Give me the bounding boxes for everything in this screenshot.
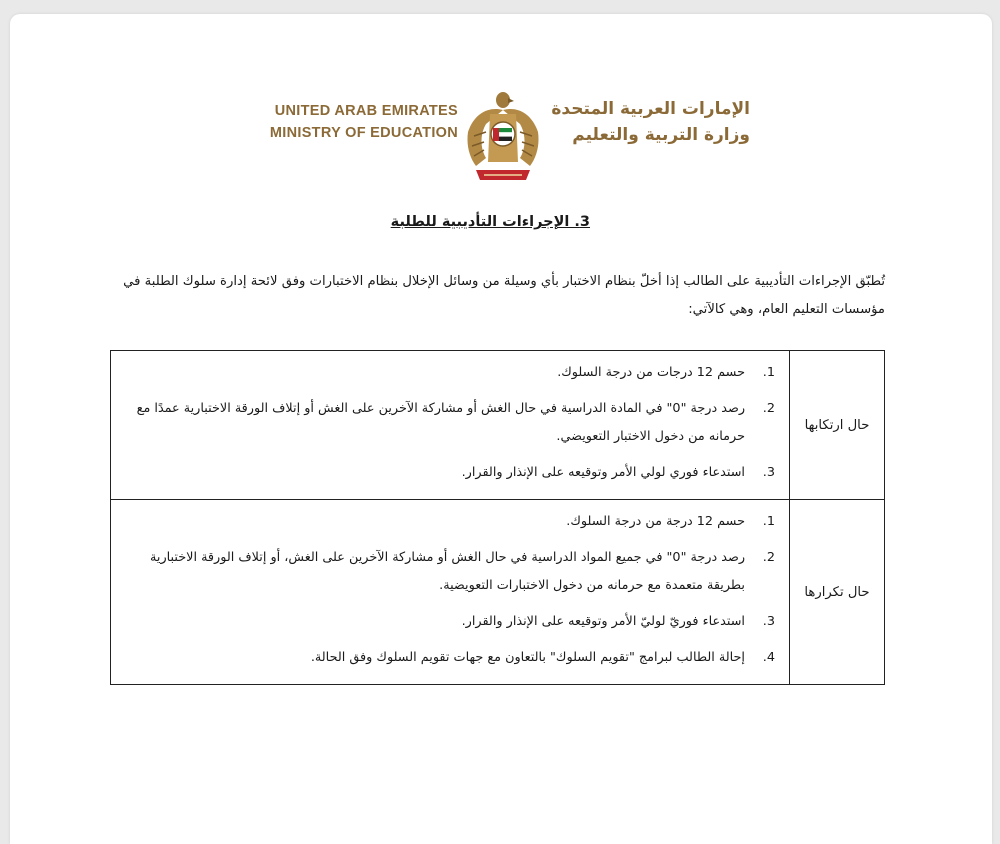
item-text: إحالة الطالب لبرامج "تقويم السلوك" بالتعاون مع جهات تقويم السلوك وفق الحالة. (310, 650, 745, 665)
row-label-repeat-offense: حال تكرارها (790, 500, 885, 685)
item-number: 2. (762, 550, 775, 565)
uae-falcon-emblem-icon (464, 88, 542, 184)
section-title: 3. الإجراءات التأديبية للطلبة (390, 214, 590, 230)
item-text: حسم 12 درجة من درجة السلوك. (566, 514, 745, 529)
item-text: حسم 12 درجات من درجة السلوك. (557, 365, 745, 380)
actions-list (119, 359, 775, 487)
list-item (119, 359, 775, 387)
country-name-english: UNITED ARAB EMIRATES (274, 103, 458, 119)
row-items-cell (111, 351, 790, 500)
item-number: 2. (762, 401, 775, 416)
ministry-name-arabic (550, 96, 750, 148)
item-number: 4. (762, 650, 775, 665)
item-number: 3. (762, 465, 775, 480)
list-item (119, 395, 775, 451)
item-text: رصد درجة "0" في المادة الدراسية في حال الغش أو مشاركة الآخرين على الغش أو إتلاف الورقة الاختبارية عمدًا مع حرمانه من دخول الاختبار التعويضي. (136, 401, 745, 444)
table-row (111, 500, 885, 685)
list-item (119, 608, 775, 636)
actions-list (119, 508, 775, 672)
row-label-first-offense: حال ارتكابها (790, 351, 885, 500)
document-page (10, 14, 992, 844)
ministry-name-english (240, 100, 458, 144)
item-text: استدعاء فوري لولي الأمر وتوقيعه على الإنذار والقرار. (461, 465, 745, 480)
item-text: رصد درجة "0" في جميع المواد الدراسية في حال الغش أو مشاركة الآخرين على الغش، أو إتلاف الورقة الاختبارية بطريقة متعمدة مع حرمانه من دخول الاختبارات التعويضية. (150, 550, 745, 593)
ministry-title-arabic: وزارة التربية والتعليم (572, 125, 750, 145)
list-item (119, 544, 775, 600)
intro-paragraph: تُطبّق الإجراءات التأديبية على الطالب إذا أخلّ بنظام الاختبار بأي وسيلة من وسائل الإخلال بنظام الاختبارات وفق لائحة إدارة سلوك الطلبة في مؤسسات التعليم العام، وهي كالآتي: (123, 274, 885, 317)
ministry-title-english: MINISTRY OF EDUCATION (269, 125, 458, 141)
item-number: 1. (762, 514, 775, 529)
row-items-cell (111, 500, 790, 685)
country-name-arabic: الإمارات العربية المتحدة (551, 99, 750, 119)
list-item (119, 644, 775, 672)
list-item (119, 508, 775, 536)
disciplinary-actions-table (110, 350, 885, 685)
item-number: 1. (762, 365, 775, 380)
table-row (111, 351, 885, 500)
item-number: 3. (762, 614, 775, 629)
list-item (119, 459, 775, 487)
item-text: استدعاء فوريّ لوليّ الأمر وتوقيعه على الإنذار والقرار. (461, 614, 745, 629)
